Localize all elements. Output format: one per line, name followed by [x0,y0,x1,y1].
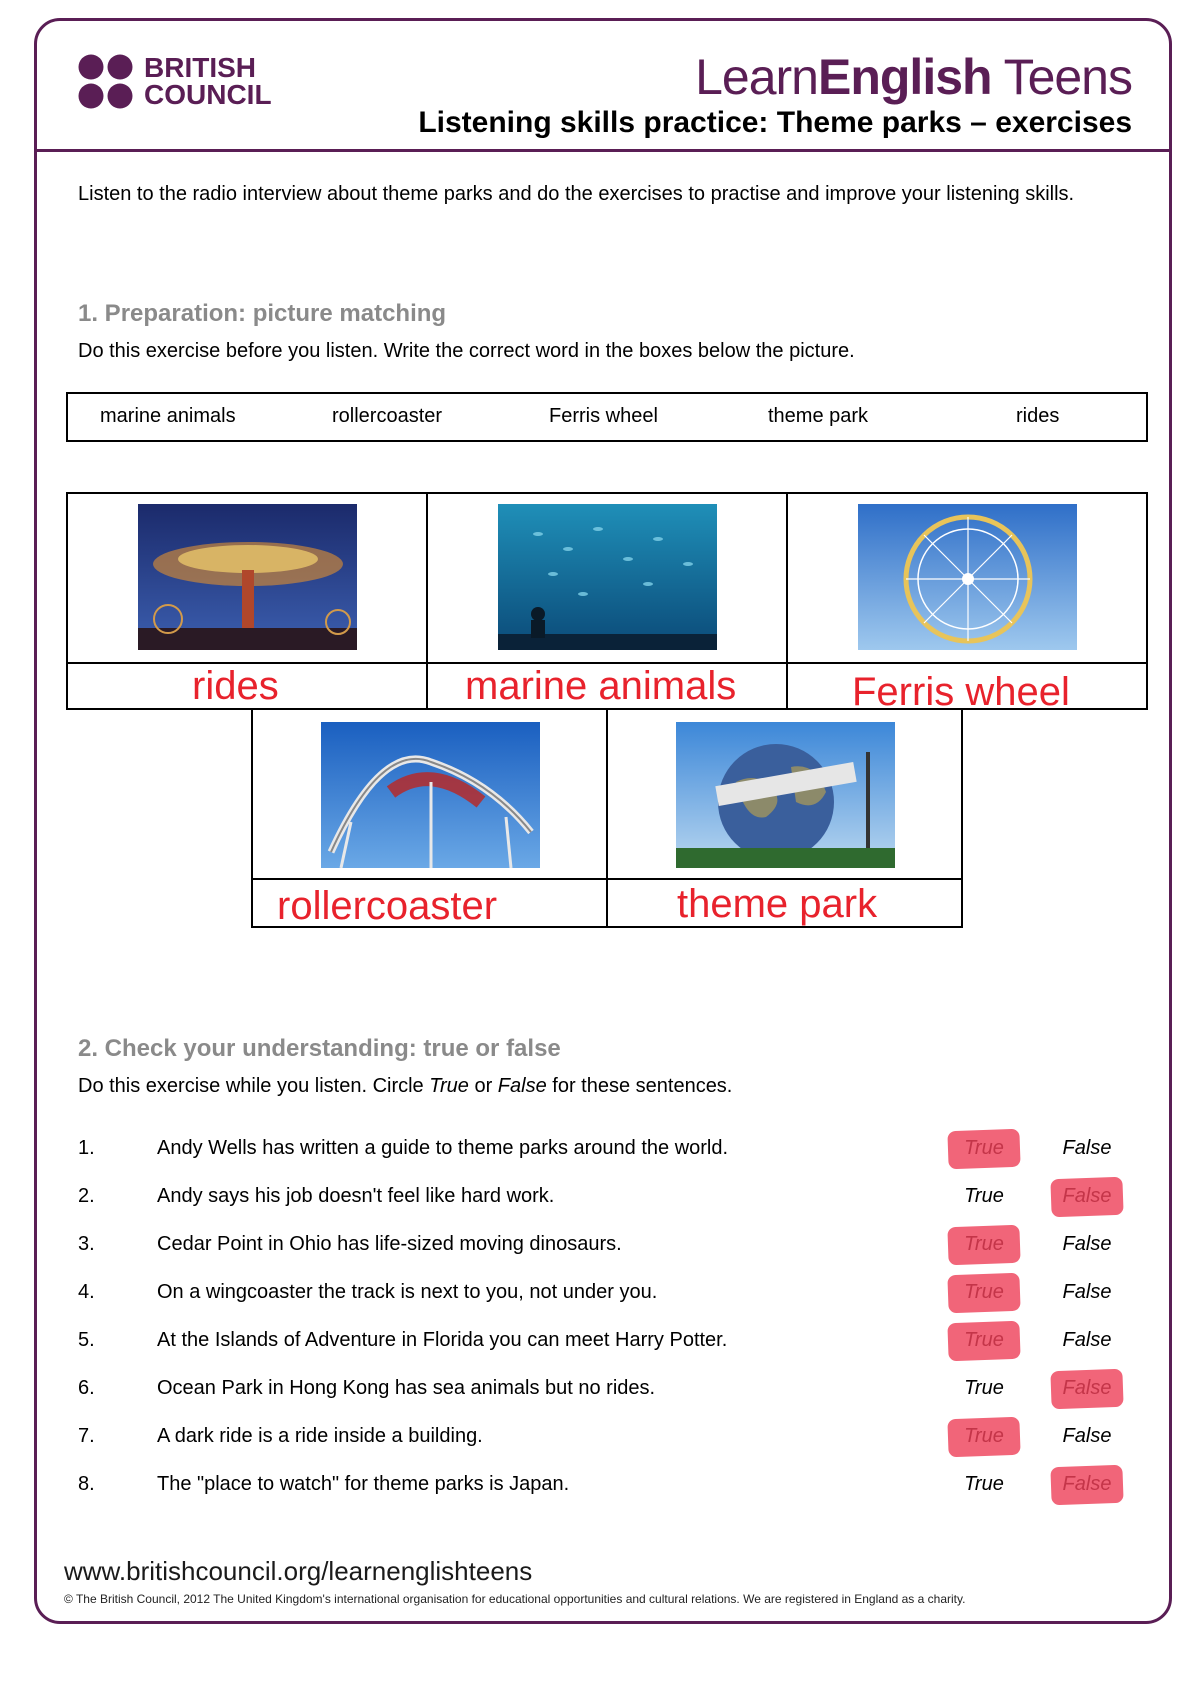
true-label: True [964,1377,1004,1399]
picture-cell-rollercoaster [251,708,608,880]
aquarium-photo [498,504,717,650]
false-label: False [1062,1137,1112,1159]
section2-instruction: Do this exercise while you listen. Circle True or False for these sentences. [78,1075,733,1097]
copyright-notice: © The British Council, 2012 The United Kingdom's international organisation for educational opportunities and cultural relations. We are registered in England as a charity. [64,1592,966,1606]
word-bank-item: theme park [768,405,869,427]
true-option[interactable] [944,1233,1024,1256]
tf-statement: Andy says his job doesn't feel like hard work. [157,1185,555,1207]
false-option[interactable] [1047,1425,1127,1448]
true-option[interactable] [944,1377,1024,1400]
true-option[interactable] [944,1137,1024,1160]
tf-number: 4. [78,1281,95,1303]
tf-statement: At the Islands of Adventure in Florida you can meet Harry Potter. [157,1329,728,1351]
true-label: True [964,1233,1004,1255]
false-option[interactable] [1047,1473,1127,1496]
false-option[interactable] [1047,1233,1127,1256]
false-option[interactable] [1047,1329,1127,1352]
picture-cell-ferris-wheel [786,492,1148,664]
tf-statement: On a wingcoaster the track is next to you, not under you. [157,1281,658,1303]
true-label: True [964,1137,1004,1159]
answer-box [786,662,1148,714]
tf-statement: Andy Wells has written a guide to theme parks around the world. [157,1137,729,1159]
section1-instruction: Do this exercise before you listen. Write the correct word in the boxes below the picture. [78,340,855,362]
page-title: Listening skills practice: Theme parks – exercises [418,106,1132,139]
word-bank-item: rides [1016,405,1060,427]
true-option[interactable] [944,1185,1024,1208]
true-option[interactable] [944,1329,1024,1352]
british-council-wordmark: BRITISH COUNCIL [144,52,272,110]
false-option[interactable] [1047,1281,1127,1304]
false-label: False [1062,1377,1112,1399]
false-option[interactable] [1047,1137,1127,1160]
answer-text: marine animals [465,664,737,708]
tf-statement: Cedar Point in Ohio has life-sized moving dinosaurs. [157,1233,622,1255]
tf-row [78,1185,1138,1215]
section1-heading: 1. Preparation: picture matching [78,300,447,327]
tf-number: 6. [78,1377,95,1399]
answer-text: theme park [677,882,878,926]
true-label: True [964,1425,1004,1447]
british-council-dots-icon [78,54,136,112]
answer-box [606,878,963,928]
word-bank-item: marine animals [100,405,236,427]
tf-number: 3. [78,1233,95,1255]
false-label: False [1062,1473,1112,1495]
word-bank-item: rollercoaster [332,405,443,427]
true-label: True [964,1329,1004,1351]
tf-statement: Ocean Park in Hong Kong has sea animals but no rides. [157,1377,656,1399]
universal-globe-photo [676,722,895,868]
tf-row [78,1137,1138,1167]
learnenglish-teens-logo: LearnEnglish Teens [695,49,1132,105]
tf-row [78,1281,1138,1311]
header-divider [34,149,1172,152]
tf-number: 1. [78,1137,95,1159]
false-label: False [1062,1425,1112,1447]
ferris-wheel-photo [858,504,1077,650]
answer-text: rides [192,664,279,708]
true-option[interactable] [944,1425,1024,1448]
tf-number: 8. [78,1473,95,1495]
false-option[interactable] [1047,1377,1127,1400]
tf-row [78,1473,1138,1503]
picture-cell-marine-animals [426,492,788,664]
picture-cell-rides [66,492,428,664]
true-label: True [964,1281,1004,1303]
answer-box [251,878,608,928]
answer-text: Ferris wheel [852,670,1070,714]
tf-number: 7. [78,1425,95,1447]
rollercoaster-photo [321,722,540,868]
word-bank [66,392,1148,442]
tf-row [78,1329,1138,1359]
false-label: False [1062,1233,1112,1255]
british-council-logo [78,54,278,112]
tf-number: 5. [78,1329,95,1351]
answer-box [66,662,428,710]
spinning-ride-photo [138,504,357,650]
tf-row [78,1377,1138,1407]
tf-row [78,1425,1138,1455]
false-option[interactable] [1047,1185,1127,1208]
false-label: False [1062,1281,1112,1303]
picture-cell-theme-park [606,708,963,880]
true-label: True [964,1473,1004,1495]
tf-statement: A dark ride is a ride inside a building. [157,1425,483,1447]
footer-url[interactable]: www.britishcouncil.org/learnenglishteens [64,1556,533,1586]
tf-number: 2. [78,1185,95,1207]
true-label: True [964,1185,1004,1207]
intro-text: Listen to the radio interview about theme parks and do the exercises to practise and improve your listening skills. [78,183,1075,205]
true-option[interactable] [944,1473,1024,1496]
section2-heading: 2. Check your understanding: true or false [78,1035,561,1062]
true-option[interactable] [944,1281,1024,1304]
answer-text: rollercoaster [277,884,498,928]
word-bank-item: Ferris wheel [549,405,658,427]
false-label: False [1062,1185,1112,1207]
false-label: False [1062,1329,1112,1351]
tf-statement: The "place to watch" for theme parks is Japan. [157,1473,570,1495]
answer-box [426,662,788,710]
tf-row [78,1233,1138,1263]
